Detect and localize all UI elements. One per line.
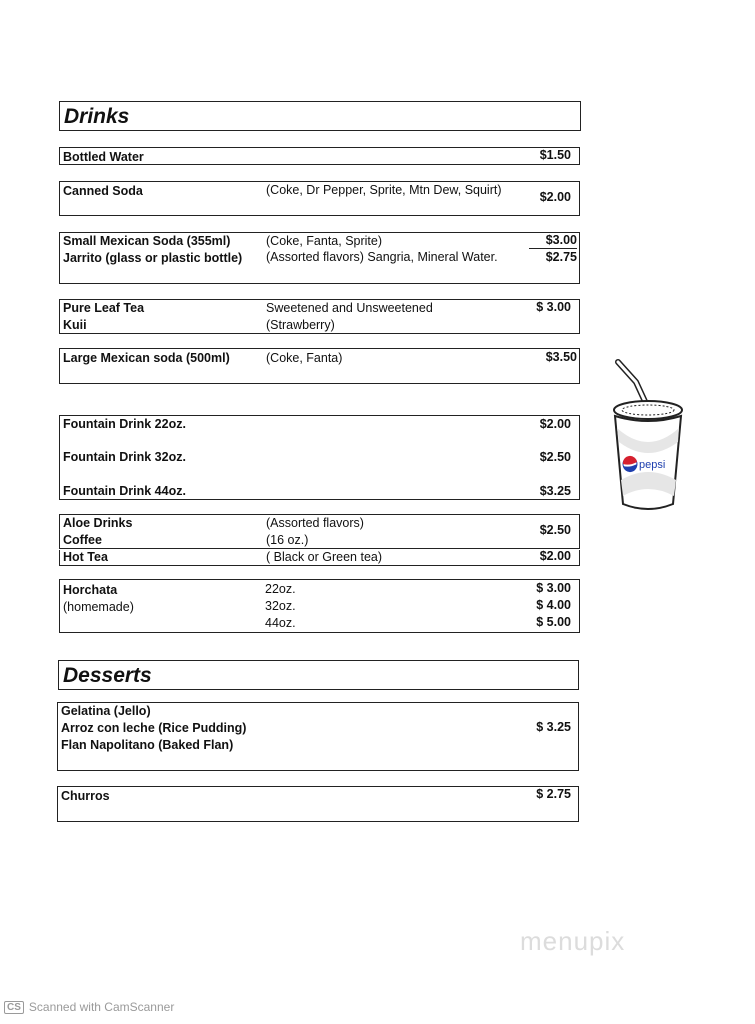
horchata-price: $ 5.00: [536, 615, 571, 629]
cup-brand-text: pepsi: [639, 459, 666, 471]
churros-box: [57, 786, 579, 822]
canned-soda-name: Canned Soda: [63, 184, 143, 198]
drinks-heading-text: Drinks: [64, 105, 130, 128]
horchata-size: 32oz.: [265, 599, 296, 613]
small-mexican-soda-name: Small Mexican Soda (355ml): [63, 234, 231, 248]
desserts-heading: [58, 660, 579, 690]
fountain-32-price: $2.50: [539, 450, 571, 464]
horchata-note: (homemade): [63, 600, 134, 614]
bottled-water-price: $1.50: [539, 148, 571, 162]
hot-tea-desc: ( Black or Green tea): [266, 550, 383, 564]
hot-tea-price: $2.00: [539, 549, 571, 563]
canned-soda-desc: (Coke, Dr Pepper, Sprite, Mtn Dew, Squirt): [266, 183, 502, 197]
fountain-cup-icon: [608, 356, 688, 516]
bottled-water-name: Bottled Water: [63, 150, 144, 164]
aloe-coffee-price: $2.50: [539, 523, 571, 537]
kuii-name: Kuii: [63, 318, 87, 332]
small-mexican-soda-desc: (Coke, Fanta, Sprite): [266, 234, 383, 248]
jarrito-price: $2.75: [545, 250, 577, 264]
horchata-price: $ 3.00: [536, 581, 571, 595]
pure-leaf-tea-price: $ 3.00: [536, 300, 571, 314]
canned-soda-price: $2.00: [539, 190, 571, 204]
horchata-box: [59, 579, 580, 633]
churros-name: Churros: [61, 789, 110, 803]
fountain-22-price: $2.00: [539, 417, 571, 431]
horchata-price: $ 4.00: [536, 598, 571, 612]
kuii-desc: (Strawberry): [266, 318, 335, 332]
jarrito-desc: (Assorted flavors) Sangria, Mineral Water.: [266, 250, 498, 264]
churros-price: $ 2.75: [536, 787, 571, 801]
large-mexican-soda-price: $3.50: [545, 350, 577, 364]
camscanner-text: Scanned with CamScanner: [28, 1000, 175, 1014]
coffee-desc: (16 oz.): [266, 533, 309, 547]
flan-name: Flan Napolitano (Baked Flan): [61, 738, 234, 752]
large-mexican-soda-name: Large Mexican soda (500ml): [63, 351, 230, 365]
aloe-desc: (Assorted flavors): [266, 516, 364, 530]
drinks-heading: [59, 101, 581, 131]
pure-leaf-tea-desc: Sweetened and Unsweetened: [266, 301, 433, 315]
aloe-name: Aloe Drinks: [63, 516, 133, 530]
small-mexican-soda-price: $3.00: [529, 233, 577, 249]
fountain-32-name: Fountain Drink 32oz.: [63, 450, 186, 464]
desserts-price: $ 3.25: [536, 720, 571, 734]
fountain-22-name: Fountain Drink 22oz.: [63, 417, 186, 431]
fountain-44-name: Fountain Drink 44oz.: [63, 484, 186, 498]
gelatina-name: Gelatina (Jello): [61, 704, 151, 718]
fountain-44-price: $3.25: [539, 484, 571, 498]
large-mexican-soda-desc: (Coke, Fanta): [266, 351, 343, 365]
arroz-name: Arroz con leche (Rice Pudding): [61, 721, 247, 735]
horchata-size: 22oz.: [265, 582, 296, 596]
camscanner-logo: CS: [4, 1001, 24, 1014]
pure-leaf-tea-name: Pure Leaf Tea: [63, 301, 145, 315]
horchata-name: Horchata: [63, 583, 118, 597]
desserts-heading-text: Desserts: [63, 664, 152, 687]
horchata-size: 44oz.: [265, 616, 296, 630]
camscanner-watermark: [4, 1000, 174, 1014]
coffee-name: Coffee: [63, 533, 102, 547]
hot-tea-name: Hot Tea: [63, 550, 108, 564]
jarrito-name: Jarrito (glass or plastic bottle): [63, 251, 243, 265]
menupix-watermark: menupix: [520, 926, 626, 956]
